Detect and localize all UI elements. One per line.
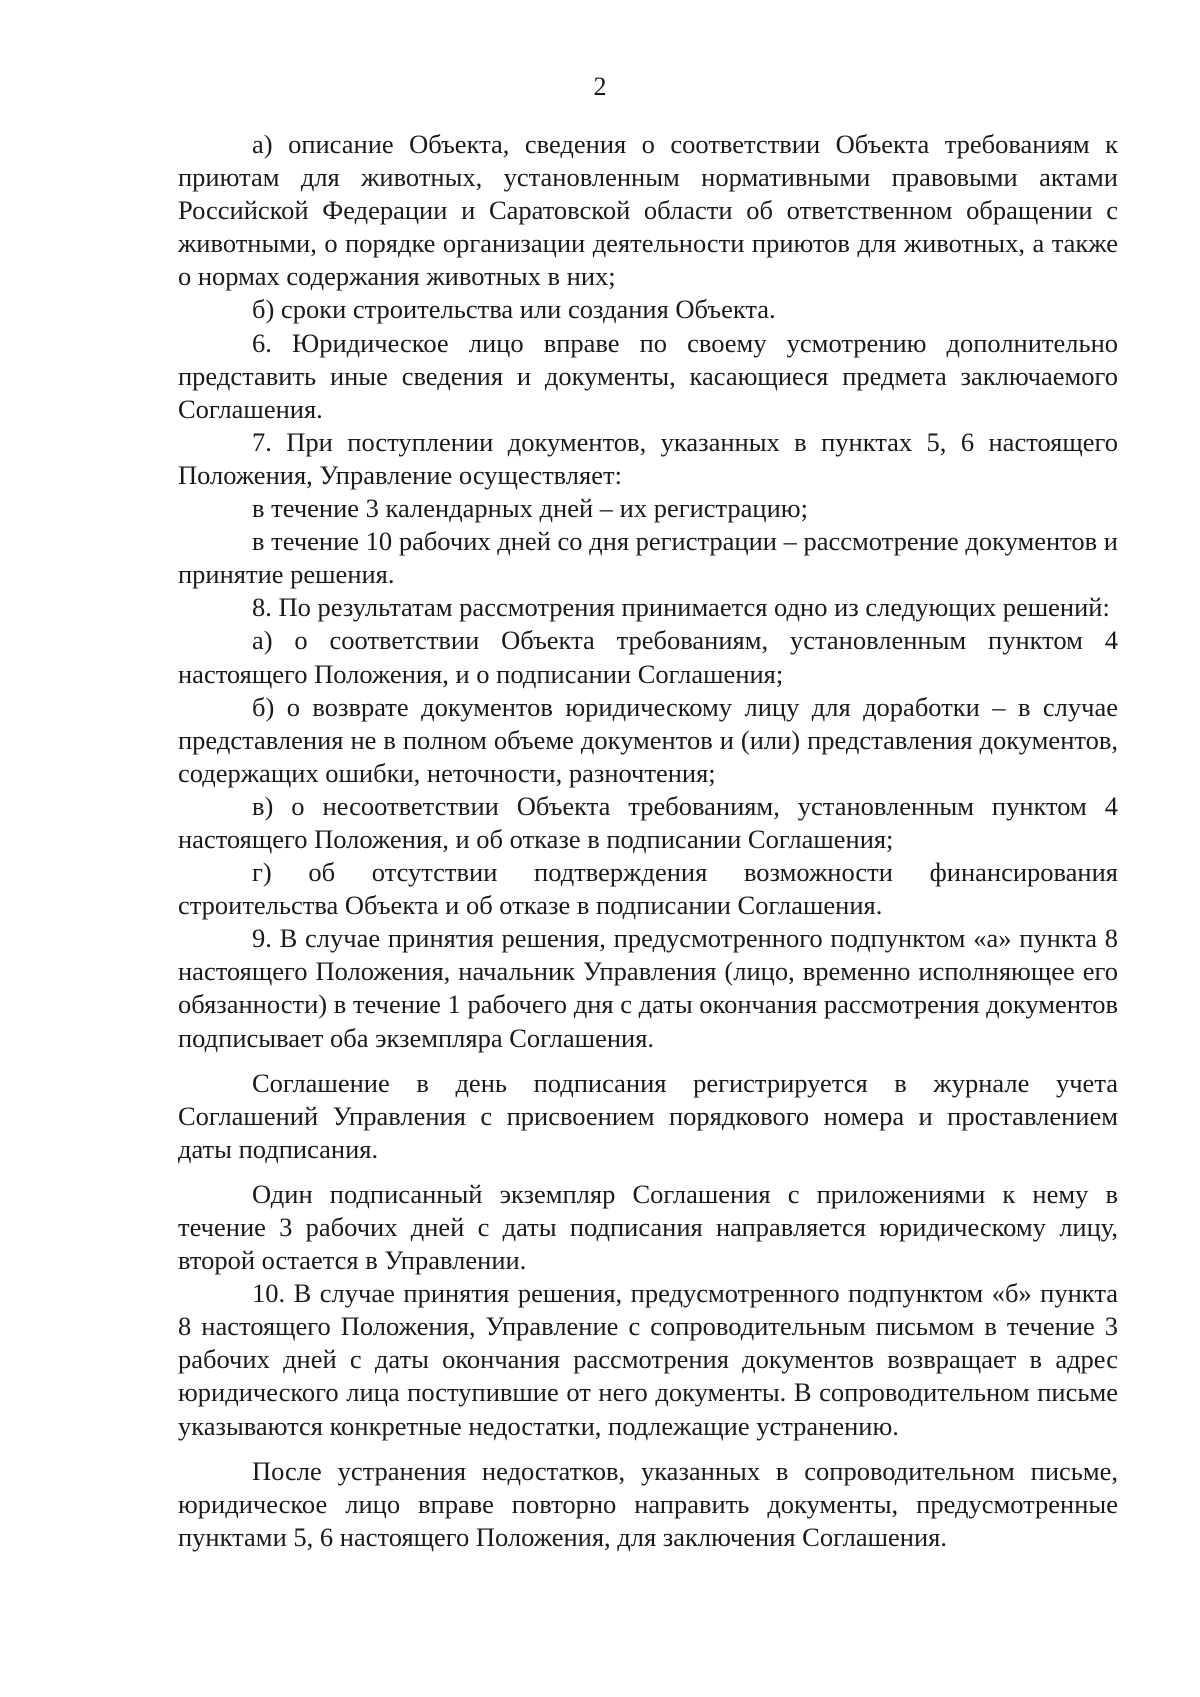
- paragraph-7: 7. При поступлении документов, указанных в пунктах 5, 6 настоящего Положения, Управление осуществляет:: [178, 426, 1118, 490]
- paragraph-6: 6. Юридическое лицо вправе по своему усмотрению дополнительно представить иные сведения и документы, касающиеся предмета заключаемого Соглашения.: [178, 327, 1118, 424]
- paragraph-7-review: в течение 10 рабочих дней со дня регистрации – рассмотрение документов и принятие решения.: [178, 526, 1118, 590]
- paragraph-9: 9. В случае принятия решения, предусмотренного подпунктом «а» пункта 8 настоящего Положения, начальник Управления (лицо, временно исполняющее его обязанности) в течение 1 рабочего дня с даты окончания рассмотрения документов подписывает оба экземпляра Соглашения.: [178, 923, 1118, 1053]
- paragraph-8a: а) о соответствии Объекта требованиям, установленным пунктом 4 настоящего Положения, и о подписании Соглашения;: [178, 625, 1118, 689]
- paragraph-5a: а) описание Объекта, сведения о соответствии Объекта требованиям к приютам для животных, установленным нормативными правовыми актами Российской Федерации и Саратовской области об ответственном обращении с животными, о порядке организации деятельности приютов для животных, а также о нормах содержания животных в них;: [178, 129, 1118, 292]
- page-number: 2: [593, 72, 607, 101]
- paragraph-8b: б) о возврате документов юридическому лицу для доработки – в случае представления не в полном объеме документов и (или) представления документов, содержащих ошибки, неточности, разночтения;: [178, 691, 1118, 788]
- paragraph-10: 10. В случае принятия решения, предусмотренного подпунктом «б» пункта 8 настоящего Положения, Управление с сопроводительным письмом в течение 3 рабочих дней с даты окончания рассмотрения документов возвращает в адрес юридического лица поступившие от него документы. В сопроводительном письме указываются конкретные недостатки, подлежащие устранению.: [178, 1278, 1118, 1441]
- paragraph-9-registration: Соглашение в день подписания регистрируется в журнале учета Соглашений Управления с присвоением порядкового номера и проставлением даты подписания.: [178, 1067, 1118, 1164]
- document-body: [178, 128, 1118, 1554]
- paragraph-10-resubmit: После устранения недостатков, указанных в сопроводительном письме, юридическое лицо вправе повторно направить документы, предусмотренные пунктами 5, 6 настоящего Положения, для заключения Соглашения.: [178, 1455, 1118, 1552]
- paragraph-5b: б) сроки строительства или создания Объекта.: [252, 294, 776, 325]
- paragraph-7-registration: в течение 3 календарных дней – их регистрацию;: [252, 493, 808, 524]
- paragraph-8g: г) об отсутствии подтверждения возможности финансирования строительства Объекта и об отказе в подписании Соглашения.: [178, 857, 1118, 921]
- paragraph-9-copy: Один подписанный экземпляр Соглашения с приложениями к нему в течение 3 рабочих дней с даты подписания направляется юридическому лицу, второй остается в Управлении.: [178, 1178, 1118, 1276]
- paragraph-8v: в) о несоответствии Объекта требованиям, установленным пунктом 4 настоящего Положения, и об отказе в подписании Соглашения;: [178, 790, 1118, 854]
- paragraph-8: 8. По результатам рассмотрения принимается одно из следующих решений:: [252, 592, 1110, 623]
